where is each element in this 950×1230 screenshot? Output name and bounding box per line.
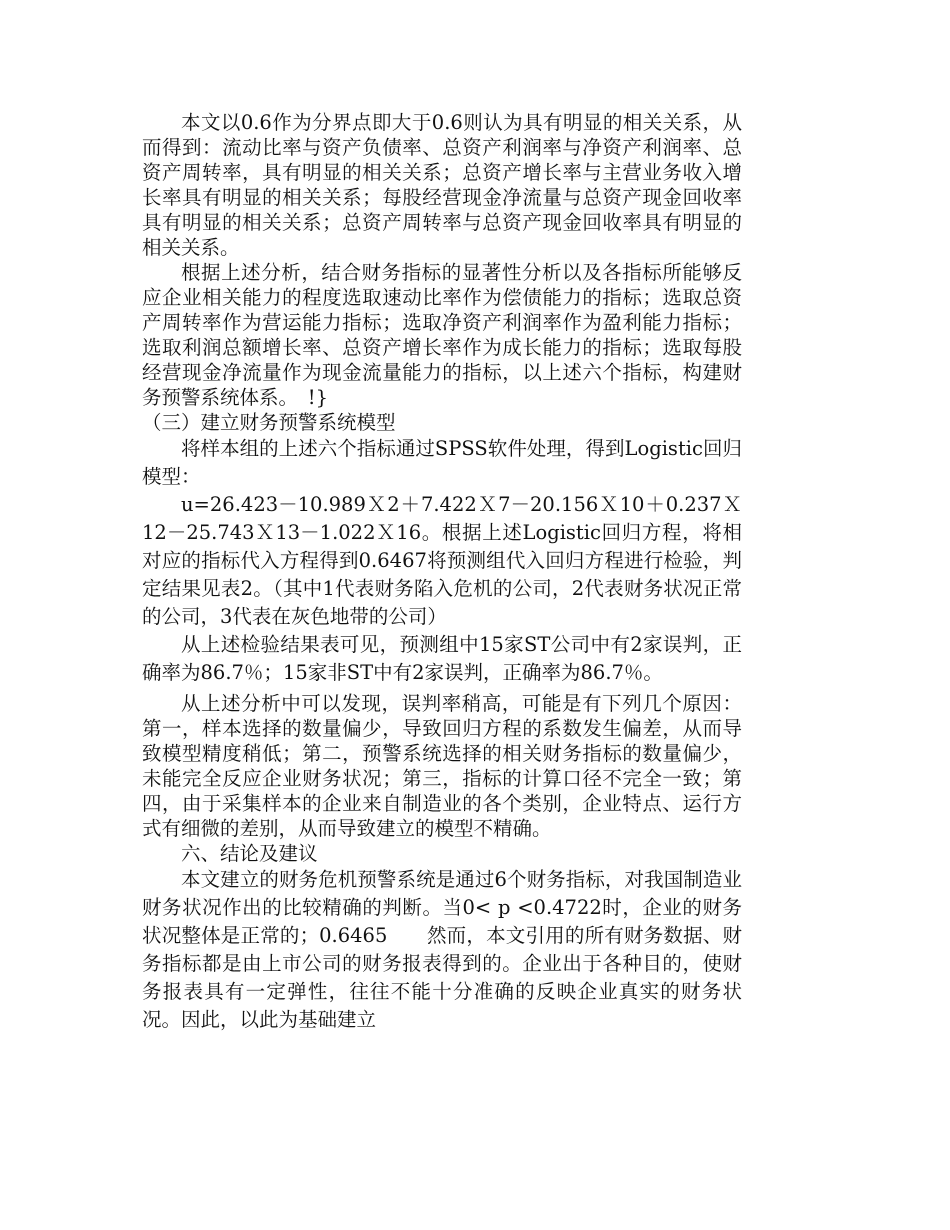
document-page (142, 110, 742, 1034)
paragraph-spss: 将样本组的上述六个指标通过SPSS软件处理，得到Logistic回归模型： (142, 437, 742, 488)
section-heading-model: （三）建立财务预警系统模型 (142, 411, 396, 434)
paragraph-error-analysis: 从上述分析中可以发现，误判率稍高，可能是有下列几个原因：第一，样本选择的数量偏少，导致回归方程的系数发生偏差，从而导致模型精度稍低；第二，预警系统选择的相关财务指标的数量偏少，未能完全反应企业财务状况；第三，指标的计算口径不完全一致；第四，由于采集样本的企业来自制造业的各个类别，企业特点、运行方式有细微的差别，从而导致建立的模型不精确。 (142, 692, 742, 840)
paragraph-formula: u=26.423－10.989Ｘ2＋7.422Ｘ7－20.156Ｘ10＋0.237Ｘ12－25.743Ｘ13－1.022Ｘ16。根据上述Logistic回归方程，将相对应的指标代入方程得到0.6467将预测组代入回归方程进行检验，判定结果见表2。（其中1代表财务陷入危机的公司，2代表财务状况正常的公司，3代表在灰色地带的公司） (142, 493, 742, 628)
paragraph-indicator-selection: 根据上述分析，结合财务指标的显著性分析以及各指标所能够反应企业相关能力的程度选取速动比率作为偿债能力的指标；选取总资产周转率作为营运能力指标；选取净资产利润率作为盈利能力指标；选取利润总额增长率、总资产增长率作为成长能力的指标；选取每股经营现金净流量作为现金流量能力的指标，以上述六个指标，构建财务预警系统体系。 !} (142, 261, 742, 409)
paragraph-test-results: 从上述检验结果表可见，预测组中15家ST公司中有2家误判，正确率为86.7％；15家非ST中有2家误判，正确率为86.7％。 (142, 633, 742, 684)
section-heading-conclusion: 六、结论及建议 (181, 842, 318, 865)
paragraph-conclusion: 本文建立的财务危机预警系统是通过6个财务指标，对我国制造业财务状况作出的比较精确的判断。当0< p <0.4722时，企业的财务状况整体是正常的；0.6465 然而，本文引用的所有财务数据、财务指标都是由上市公司的财务报表得到的。企业出于各种目的，使财务报表具有一定弹性，往往不能十分准确的反映企业真实的财务状况。因此，以此为基础建立 (142, 868, 742, 1031)
paragraph-correlation: 本文以0.6作为分界点即大于0.6则认为具有明显的相关关系，从而得到：流动比率与资产负债率、总资产利润率与净资产利润率、总资产周转率，具有明显的相关关系；总资产增长率与主营业务收入增长率具有明显的相关关系；每股经营现金净流量与总资产现金回收率具有明显的相关关系；总资产周转率与总资产现金回收率具有明显的相关关系。 (142, 111, 742, 259)
